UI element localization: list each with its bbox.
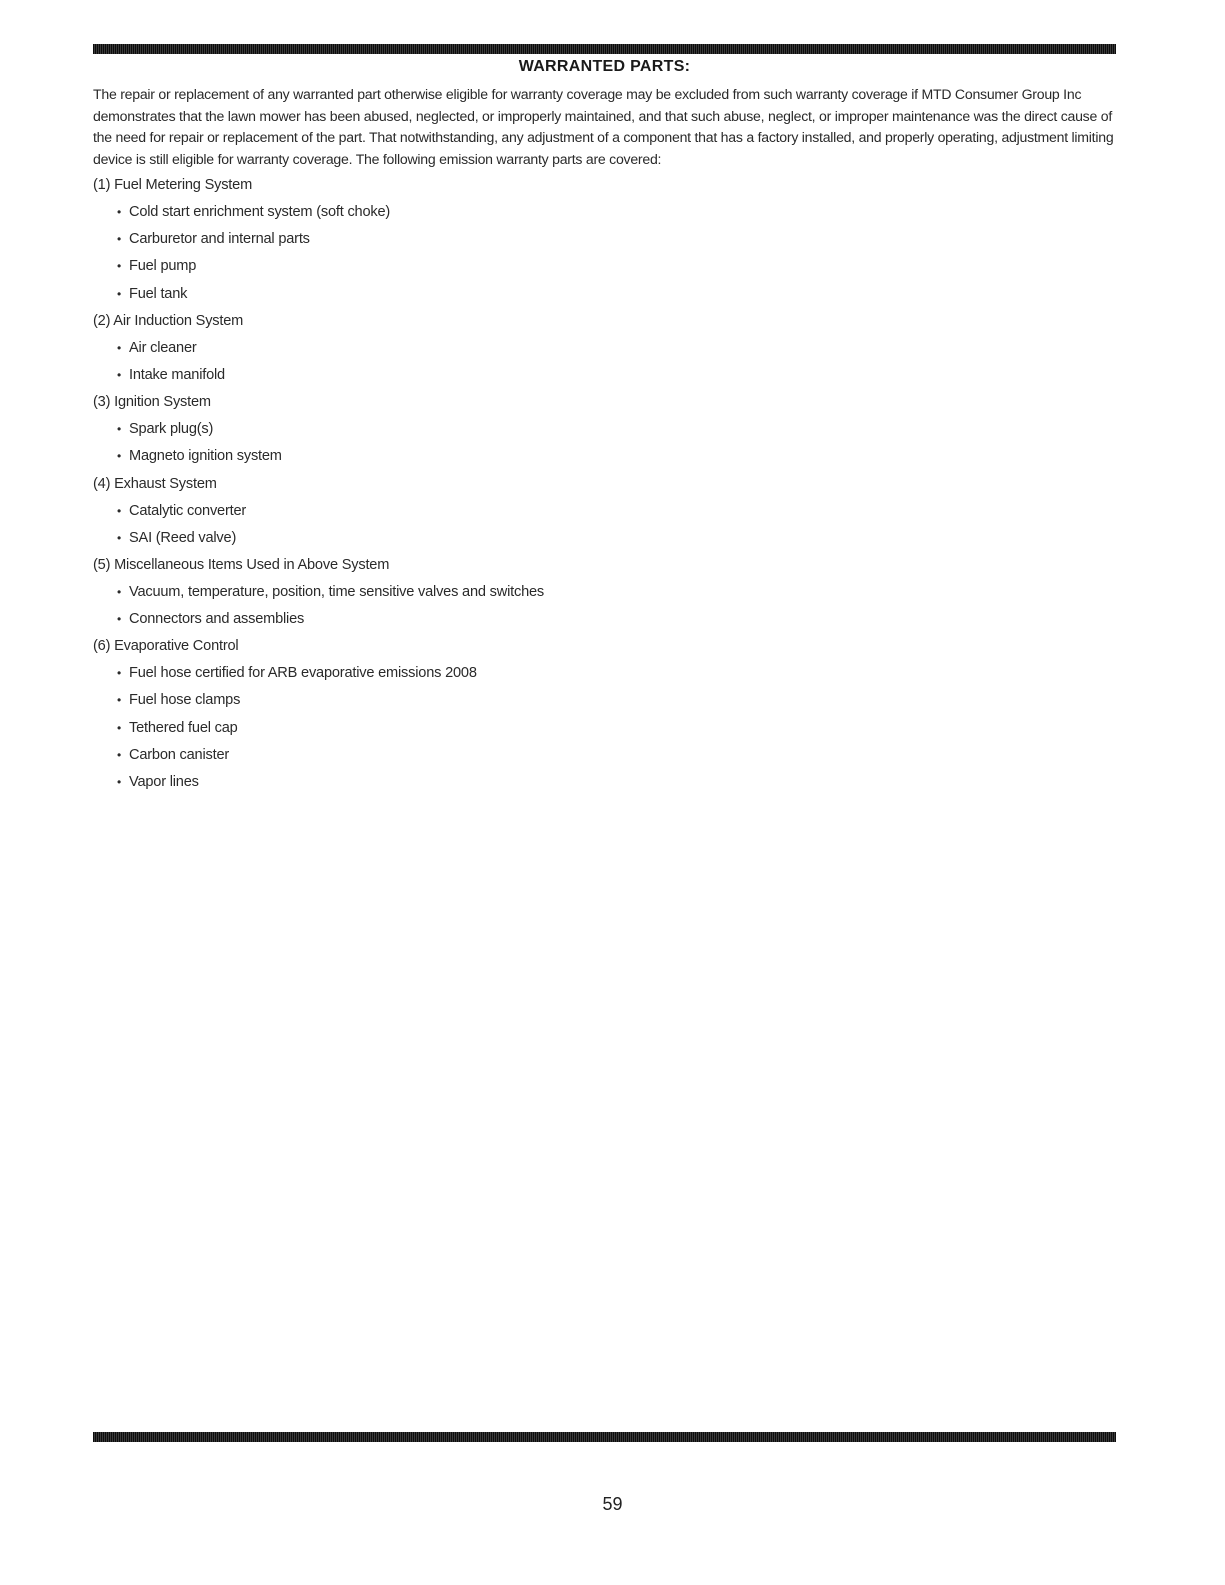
bullet-icon: • (117, 286, 122, 301)
list-item (93, 281, 1093, 308)
list-item (93, 416, 1093, 443)
list-item-text: Carbon canister (129, 746, 230, 763)
list-item (93, 443, 1093, 470)
group-label: (5) Miscellaneous Items Used in Above System (93, 556, 390, 573)
bullet-icon: • (117, 720, 122, 735)
list-item-text: Tethered fuel cap (129, 719, 238, 736)
list-item-text: Magneto ignition system (129, 448, 282, 465)
parts-group (93, 633, 1093, 796)
list-item (93, 606, 1093, 633)
list-item-text: Fuel pump (129, 258, 197, 275)
bullet-icon: • (117, 367, 122, 382)
list-item-text: Vapor lines (129, 774, 199, 790)
group-label: (4) Exhaust System (93, 475, 217, 492)
list-item-text: Vacuum, temperature, position, time sensitive valves and switches (129, 583, 545, 600)
list-item (93, 579, 1093, 606)
bullet-icon: • (117, 422, 122, 437)
list-item (93, 199, 1093, 226)
page-number: 59 (602, 1494, 623, 1514)
bullet-icon: • (117, 584, 122, 599)
group-items (93, 416, 1093, 470)
parts-group (93, 471, 1093, 552)
list-item-text: Fuel tank (129, 285, 188, 302)
group-label: (6) Evaporative Control (93, 638, 239, 655)
list-item-text: Catalytic converter (129, 502, 247, 519)
bullet-icon: • (117, 612, 122, 627)
bullet-icon: • (117, 775, 122, 789)
group-items (93, 199, 1093, 308)
bullet-icon: • (117, 503, 122, 518)
bullet-icon: • (117, 693, 122, 708)
bullet-icon: • (117, 666, 122, 681)
list-item (93, 687, 1093, 714)
bullet-icon: • (117, 530, 122, 545)
bullet-icon: • (117, 747, 122, 762)
group-items (93, 660, 1093, 796)
bullet-icon: • (117, 205, 122, 219)
list-item (93, 253, 1093, 280)
section-title: WARRANTED PARTS: (518, 58, 691, 75)
list-item-text: Connectors and assemblies (129, 611, 305, 628)
list-item-text: Spark plug(s) (129, 421, 214, 438)
parts-group (93, 172, 1093, 308)
list-item-text: SAI (Reed valve) (129, 529, 237, 546)
list-item-text: Cold start enrichment system (soft choke) (129, 204, 391, 220)
group-label: (2) Air Induction System (93, 312, 244, 329)
bullet-icon: • (117, 340, 122, 355)
list-item (93, 226, 1093, 253)
list-item (93, 769, 1093, 796)
list-item-text: Intake manifold (129, 366, 225, 383)
list-item (93, 498, 1093, 525)
group-items (93, 335, 1093, 389)
list-item-text: Fuel hose certified for ARB evaporative emissions 2008 (129, 665, 477, 682)
list-item (93, 660, 1093, 687)
bullet-icon: • (117, 449, 122, 464)
bottom-rule (93, 1432, 1116, 1442)
list-item (93, 742, 1093, 769)
list-item (93, 715, 1093, 742)
group-items (93, 498, 1093, 552)
list-item (93, 525, 1093, 552)
bullet-icon: • (117, 259, 122, 274)
intro-paragraph: The repair or replacement of any warranted part otherwise eligible for warranty coverage may be excluded from such warranty coverage if MTD Consumer Group Inc demonstrates that the lawn mower has been abused, neglected, or improperly maintained, and that such abuse, neglect, or improper maintenance was the direct cause of the need for repair or replacement of the part. That notwithstanding, any adjustment of a component that has a factory installed, and properly operating, adjustment limiting device is still eligible for warranty coverage. The following emission warranty parts are covered: (93, 86, 1114, 167)
warranted-parts-list (93, 172, 1093, 796)
group-label: (1) Fuel Metering System (93, 177, 253, 193)
list-item-text: Air cleaner (129, 339, 197, 356)
list-item (93, 362, 1093, 389)
parts-group (93, 389, 1093, 470)
list-item-text: Fuel hose clamps (129, 692, 241, 709)
parts-group (93, 552, 1093, 633)
list-item-text: Carburetor and internal parts (129, 231, 310, 248)
group-label: (3) Ignition System (93, 394, 211, 411)
list-item (93, 335, 1093, 362)
group-items (93, 579, 1093, 633)
top-rule (93, 44, 1116, 54)
parts-group (93, 308, 1093, 389)
bullet-icon: • (117, 232, 122, 247)
